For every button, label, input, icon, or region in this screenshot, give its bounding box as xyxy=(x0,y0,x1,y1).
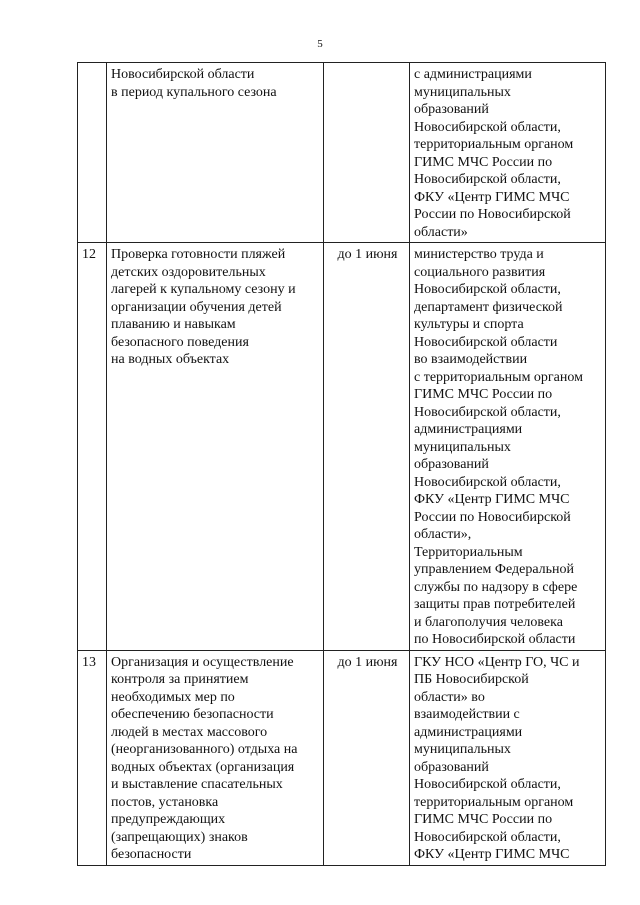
table-row xyxy=(78,650,606,865)
measures-table xyxy=(77,62,606,866)
row-number-cell xyxy=(78,63,107,243)
row-number-cell: 13 xyxy=(78,650,107,865)
page-number: 5 xyxy=(317,38,323,50)
event-cell: Новосибирской области в период купального сезона xyxy=(107,63,324,243)
deadline-cell: до 1 июня xyxy=(324,243,410,651)
row-number-cell: 12 xyxy=(78,243,107,651)
event-cell: Проверка готовности пляжей детских оздоровительных лагерей к купальному сезону и организации обучения детей плаванию и навыкам безопасного поведения на водных объектах xyxy=(107,243,324,651)
responsible-cell: министерство труда и социального развития Новосибирской области, департамент физической культуры и спорта Новосибирской области во взаимодействии с территориальным органом ГИМС МЧС России по Новосибирской области, администрациями муниципальных образований Новосибирской области, ФКУ «Центр ГИМС МЧС России по Новосибирской области», Территориальным управлением Федеральной службы по надзору в сфере защиты прав потребителей и благополучия человека по Новосибирской области xyxy=(410,243,606,651)
deadline-cell: до 1 июня xyxy=(324,650,410,865)
responsible-cell: ГКУ НСО «Центр ГО, ЧС и ПБ Новосибирской области» во взаимодействии с администрациями муниципальных образований Новосибирской области, территориальным органом ГИМС МЧС России по Новосибирской области, ФКУ «Центр ГИМС МЧС xyxy=(410,650,606,865)
table-row xyxy=(78,243,606,651)
deadline-cell xyxy=(324,63,410,243)
table-row xyxy=(78,63,606,243)
responsible-cell: с администрациями муниципальных образований Новосибирской области, территориальным органом ГИМС МЧС России по Новосибирской области, ФКУ «Центр ГИМС МЧС России по Новосибирской области» xyxy=(410,63,606,243)
event-cell: Организация и осуществление контроля за принятием необходимых мер по обеспечению безопасности людей в местах массового (неорганизованного) отдыха на водных объектах (организация и выставление спасательных постов, установка предупреждающих (запрещающих) знаков безопасности xyxy=(107,650,324,865)
